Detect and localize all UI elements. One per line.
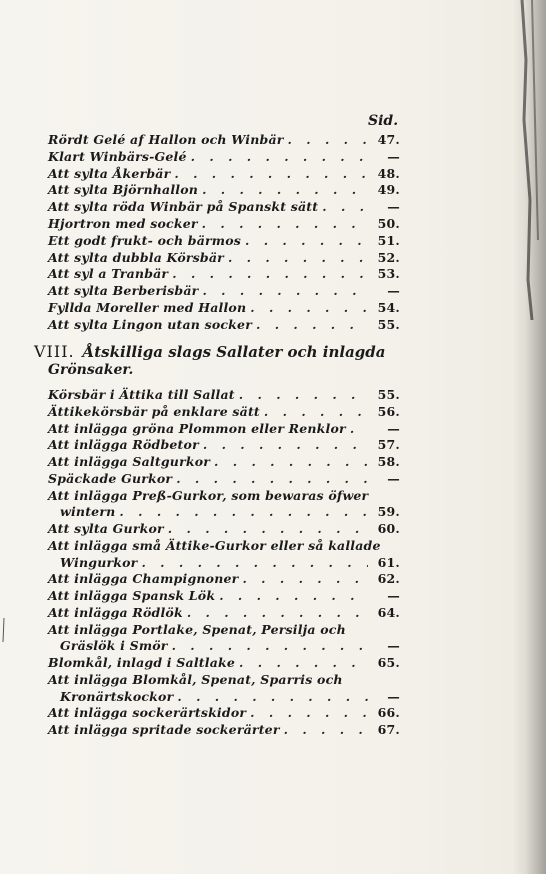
toc-entry-page: —: [387, 470, 400, 486]
toc-entry: [48, 250, 400, 267]
toc-entry-title: Att inlägga spritade sockerärter: [48, 722, 280, 737]
margin-mark: [0, 618, 8, 642]
toc-entry: [48, 233, 400, 250]
page-column-label: Sid.: [368, 113, 399, 129]
toc-entry-leader-dots: [284, 722, 368, 737]
toc-entry: [48, 655, 400, 672]
toc-entry-page: 55.: [377, 316, 400, 332]
toc-entry-leader-dots: [119, 504, 368, 519]
toc-entry-title: Blomkål, inlagd i Saltlake: [48, 655, 236, 670]
toc-entry-leader-dots: [191, 149, 368, 164]
toc-entry-leader-dots: [141, 555, 368, 570]
toc-entry-page: —: [387, 420, 400, 436]
toc-entry-leader-dots: [219, 588, 368, 603]
toc-entry: [48, 454, 400, 471]
toc-entry: [48, 317, 400, 334]
toc-entry: [48, 488, 400, 505]
toc-entry-title: Att inlägga Preß-Gurkor, som bewaras öfwer: [48, 487, 369, 503]
toc-entry: [48, 387, 400, 404]
toc-entry-title: Att inlägga små Ättike-Gurkor eller så kallade: [48, 537, 381, 553]
toc-entry-leader-dots: [176, 471, 368, 486]
toc-entry-page: —: [387, 588, 400, 603]
toc-entry: [60, 504, 400, 521]
toc-entry-title: wintern: [60, 504, 116, 520]
toc-entry-title: Wingurkor: [60, 554, 138, 570]
toc-entry-leader-dots: [228, 250, 368, 265]
toc-entry: [48, 404, 400, 421]
toc-entry-title: Att inlägga Spansk Lök: [48, 588, 216, 603]
toc-entry-page: 60.: [377, 521, 400, 536]
toc-entry: [48, 672, 400, 689]
toc-entry-title: Att inlägga Saltgurkor: [48, 454, 211, 469]
toc-entry-leader-dots: [172, 266, 368, 281]
section-title-line1: Åtskilliga slags Sallater och inlagda: [82, 343, 386, 361]
toc-entry-title: Fyllda Moreller med Hallon: [48, 300, 247, 315]
toc-entry-title: Att inlägga Rödlök: [48, 604, 183, 620]
toc-entry: [48, 538, 400, 555]
toc-entry-leader-dots: [250, 300, 368, 315]
section-number: VIII.: [34, 342, 75, 361]
toc-entry-leader-dots: [202, 283, 368, 298]
toc-entry-title: Att inlägga Blomkål, Spenat, Sparris och: [48, 671, 343, 687]
toc-entry: [60, 555, 400, 572]
toc-entry-leader-dots: [214, 454, 368, 469]
toc-entry-page: 48.: [377, 165, 400, 181]
toc-entry: [48, 471, 400, 488]
toc-entry-title: Ättikekörsbär på enklare sätt: [48, 403, 260, 419]
toc-entry-title: Körsbär i Ättika till Sallat: [48, 387, 235, 402]
toc-entry-leader-dots: [168, 521, 368, 536]
toc-entry-page: 50.: [377, 216, 400, 231]
toc-entry: [48, 605, 400, 622]
toc-entry-title: Att syl a Tranbär: [48, 266, 169, 282]
toc-entry: [60, 689, 400, 706]
toc-entry-title: Att sylta dubbla Körsbär: [48, 249, 224, 265]
toc-entry-title: Klart Winbärs-Gelé: [48, 148, 187, 164]
toc-entry-title: Att sylta röda Winbär på Spanskt sätt: [48, 199, 319, 215]
toc-entry-page: —: [387, 283, 400, 299]
toc-entry-title: Att inlägga gröna Plommon eller Renklor: [48, 420, 346, 436]
toc-entry-page: 59.: [377, 504, 400, 520]
toc-entry-leader-dots: [245, 233, 368, 248]
toc-entry: [48, 437, 400, 454]
toc-entry-page: —: [387, 638, 400, 654]
section-heading: [34, 342, 414, 361]
toc-entry-page: 61.: [377, 554, 400, 570]
toc-entry: [48, 421, 400, 438]
toc-entry-leader-dots: [177, 689, 368, 704]
toc-entry-page: 67.: [377, 722, 400, 737]
toc-entry-title: Att sylta Berberisbär: [48, 283, 199, 299]
toc-entry-leader-dots: [239, 655, 368, 670]
toc-entry-leader-dots: [202, 182, 368, 197]
toc-entry: [48, 182, 400, 199]
toc-entry: [48, 132, 400, 149]
toc-entry-leader-dots: [256, 317, 368, 332]
toc-entry: [48, 166, 400, 183]
toc-entry: [48, 149, 400, 166]
toc-entry: [60, 638, 400, 655]
toc-entry: [48, 283, 400, 300]
toc-entry: [48, 588, 400, 605]
edge-streak-mark: [516, 0, 542, 320]
toc-entry-title: Gräslök i Smör: [60, 638, 168, 654]
toc-entry-page: 51.: [377, 232, 400, 248]
toc-entry-title: Ett godt frukt- och bärmos: [48, 232, 242, 248]
toc-entry-title: Rördt Gelé af Hallon och Winbär: [48, 132, 284, 147]
section-title-line2: Grönsaker.: [48, 362, 134, 378]
toc-entry-leader-dots: [350, 421, 368, 436]
toc-entry-page: 53.: [377, 266, 400, 282]
toc-entry-leader-dots: [242, 571, 368, 586]
toc-entry-title: Att sylta Gurkor: [48, 521, 164, 536]
toc-entry-title: Att inlägga sockerärtskidor: [48, 705, 247, 721]
toc-entry-page: 52.: [377, 249, 400, 265]
toc-entry: [48, 266, 400, 283]
toc-entry-leader-dots: [250, 705, 368, 720]
toc-entry-title: Hjortron med socker: [48, 216, 198, 231]
toc-entry: [48, 199, 400, 216]
toc-entry-page: 64.: [377, 604, 400, 620]
toc-entry-page: 56.: [377, 403, 400, 419]
toc-entry-leader-dots: [239, 387, 368, 402]
toc-entry-page: 62.: [377, 571, 400, 587]
toc-entry-leader-dots: [288, 132, 368, 147]
toc-entry-leader-dots: [202, 216, 368, 231]
toc-entry-page: 55.: [377, 387, 400, 402]
toc-entry: [48, 571, 400, 588]
toc-entry-leader-dots: [172, 638, 368, 653]
toc-entry-leader-dots: [174, 166, 368, 181]
toc-entry-title: Att inlägga Portlake, Spenat, Persilja och: [48, 621, 346, 637]
toc-entry-title: Att inlägga Rödbetor: [48, 437, 199, 453]
toc-entry-leader-dots: [187, 605, 368, 620]
toc-entry: [48, 705, 400, 722]
toc-entry-title: Att inlägga Champignoner: [48, 571, 239, 587]
toc-entry-page: 65.: [377, 655, 400, 670]
toc-entry-page: —: [387, 199, 400, 215]
toc-entry-leader-dots: [322, 199, 368, 214]
page-edge-shadow: [512, 0, 546, 874]
toc-entry: [48, 216, 400, 233]
toc-entry: [48, 300, 400, 317]
toc-entry-page: 54.: [377, 300, 400, 315]
toc-entry-page: 58.: [377, 454, 400, 469]
toc-entry-title: Att sylta Björnhallon: [48, 182, 199, 198]
toc-entry: [48, 722, 400, 739]
toc-entry-leader-dots: [203, 437, 368, 452]
toc-entry-title: Att sylta Lingon utan socker: [48, 316, 252, 332]
toc-entry-page: 47.: [377, 132, 400, 147]
toc-entry-title: Späckade Gurkor: [48, 470, 173, 486]
toc-entry-title: Kronärtskockor: [60, 688, 174, 704]
toc-entry-page: 66.: [377, 705, 400, 721]
toc-entry-page: 57.: [377, 437, 400, 453]
toc-entry-leader-dots: [264, 404, 368, 419]
toc-entry-page: —: [387, 688, 400, 704]
toc-entry: [48, 521, 400, 538]
toc-entry-title: Att sylta Åkerbär: [48, 165, 171, 181]
toc-entry-page: 49.: [377, 182, 400, 198]
toc-entry: [48, 622, 400, 639]
toc-entry-page: —: [387, 148, 400, 164]
